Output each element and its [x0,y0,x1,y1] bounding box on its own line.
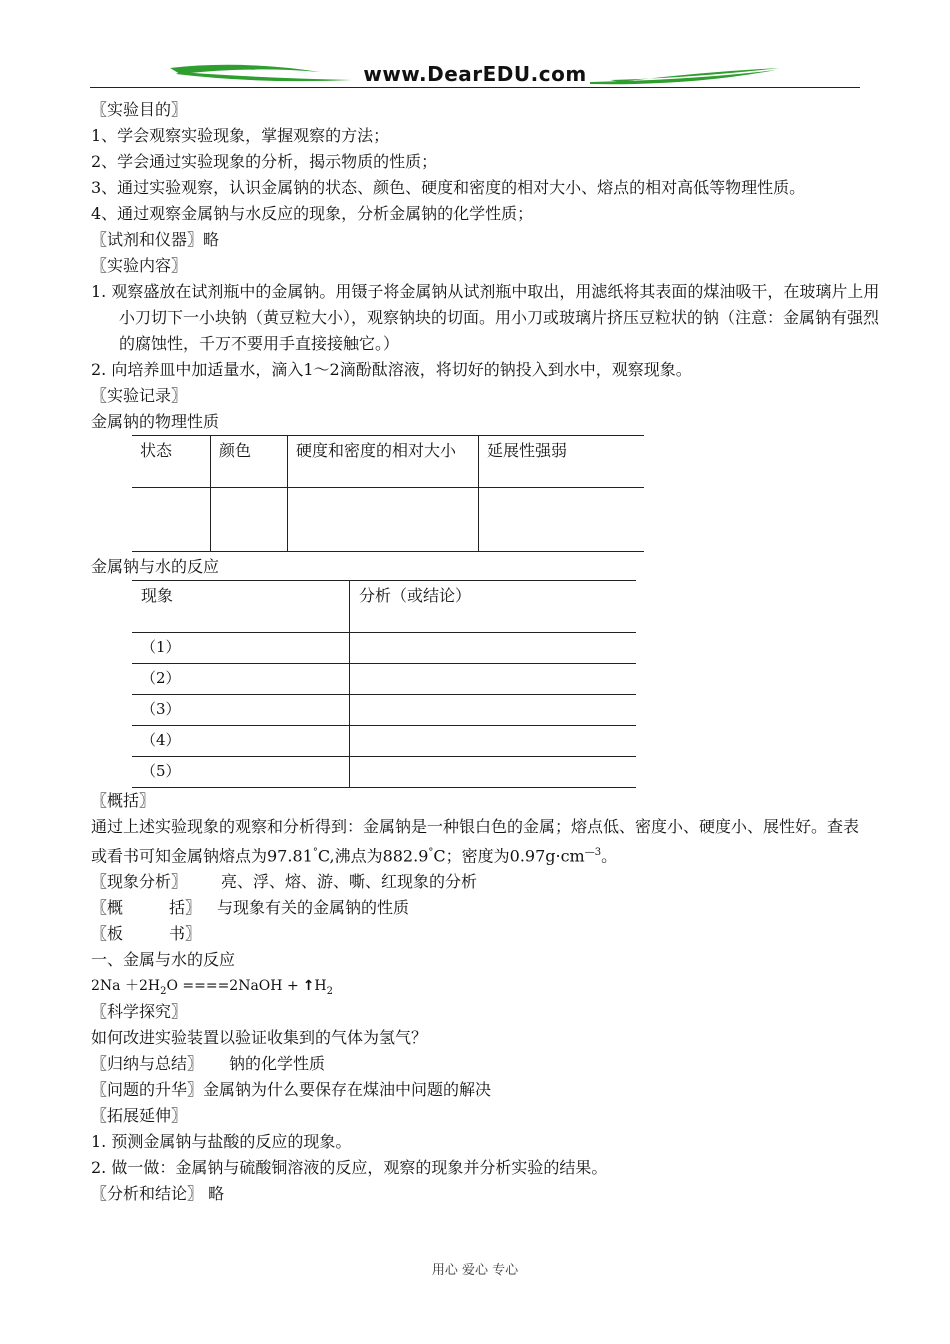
content-item-2: 2. 向培养皿中加适量水，滴入1～2滴酚酞溶液，将切好的钠投入到水中，观察现象。 [91,360,692,379]
table2-row-label: （5） [132,757,350,788]
table2-row-label: （3） [132,695,350,726]
upgrade-line: 〖问题的升华〗金属钠为什么要保存在煤油中问题的解决 [91,1080,492,1100]
table2-header-phenomenon: 现象 [132,581,350,633]
physical-properties-table [132,435,644,552]
table2-title: 金属钠与水的反应 [91,557,220,576]
table1-header-state: 状态 [132,436,211,488]
site-name[interactable]: www.DearEDU.com [363,62,587,86]
conclusion-line: 〖分析和结论〗 略 [91,1184,225,1204]
document-body [91,97,880,1207]
header-rule [90,87,860,88]
content-heading: 〖实验内容〗 [91,256,188,275]
purpose-item-1: 1、学会观察实验现象，掌握观察的方法； [91,126,390,145]
page-footer: 用心 爱心 专心 [431,1263,519,1278]
summary-text: 通过上述实验现象的观察和分析得到：金属钠是一种银白色的金属；熔点低、密度小、硬度小、展性好。查表或看书可知金属钠熔点为97.81°C,沸点为882.9°C；密度为$0.97g\cdot cm^{—3}$。 [91,817,860,866]
table2-cell [350,664,637,695]
inquiry-text: 如何改进实验装置以验证收集到的气体为氢气？ [91,1028,428,1048]
extension-item-2: 2. 做一做：金属钠与硫酸铜溶液的反应，观察的现象并分析实验的结果。 [91,1158,608,1178]
table2-cell [350,726,637,757]
table1-cell [132,488,211,552]
table2-header-analysis: 分析（或结论） [350,581,637,633]
reaction-equation: $2Na +2H_2O$ ====2NaOH + $↑H_2$ [91,973,871,999]
water-reaction-table [132,580,636,788]
table1-cell [288,488,479,552]
induction-line: 〖归纳与总结〗 钠的化学性质 [91,1054,326,1074]
table2-row-label: （2） [132,664,350,695]
purpose-item-2: 2、学会通过实验现象的分析，揭示物质的性质； [91,152,438,171]
reagents-line: 〖试剂和仪器〗略 [91,230,220,249]
reaction-heading: 一、金属与水的反应 [91,950,236,970]
table2-cell [350,633,637,664]
table2-row-label: （4） [132,726,350,757]
page-header [90,58,860,90]
extension-item-1: 1. 预测金属钠与盐酸的反应的现象。 [91,1132,352,1152]
record-heading: 〖实验记录〗 [91,386,188,405]
table1-cell [211,488,288,552]
purpose-heading: 〖实验目的〗 [91,100,188,119]
table2-row-label: （1） [132,633,350,664]
table1-title: 金属钠的物理性质 [91,412,220,431]
table1-header-color: 颜色 [211,436,288,488]
gas-arrow-icon: ↑ [302,978,315,995]
inquiry-heading: 〖科学探究〗 [91,1002,188,1022]
table1-cell [479,488,645,552]
content-item-1: 1. 观察盛放在试剂瓶中的金属钠。用镊子将金属钠从试剂瓶中取出，用滤纸将其表面的煤油吸干，在玻璃片上用小刀切下一小块钠（黄豆粒大小），观察钠块的切面。用小刀或玻璃片挤压豆粒状的钠（注意：金属钠有强烈的腐蚀性，千万不要用手直接接触它。） [91,282,880,353]
table2-cell [350,695,637,726]
generalize-line: 〖概 括〗 与现象有关的金属钠的性质 [91,898,410,918]
board-line: 〖板 书〗 [91,924,202,944]
purpose-item-3: 3、通过实验观察，认识金属钠的状态、颜色、硬度和密度的相对大小、熔点的相对高低等物理性质。 [91,178,806,197]
extension-heading: 〖拓展延伸〗 [91,1106,188,1126]
table1-header-ductility: 延展性强弱 [479,436,645,488]
purpose-item-4: 4、通过观察金属钠与水反应的现象，分析金属钠的化学性质； [91,204,534,223]
summary-heading: 〖概括〗 [91,791,156,810]
table1-header-hardness: 硬度和密度的相对大小 [288,436,479,488]
phenomenon-analysis-line: 〖现象分析〗 亮、浮、熔、游、嘶、红现象的分析 [91,872,478,892]
table2-cell [350,757,637,788]
